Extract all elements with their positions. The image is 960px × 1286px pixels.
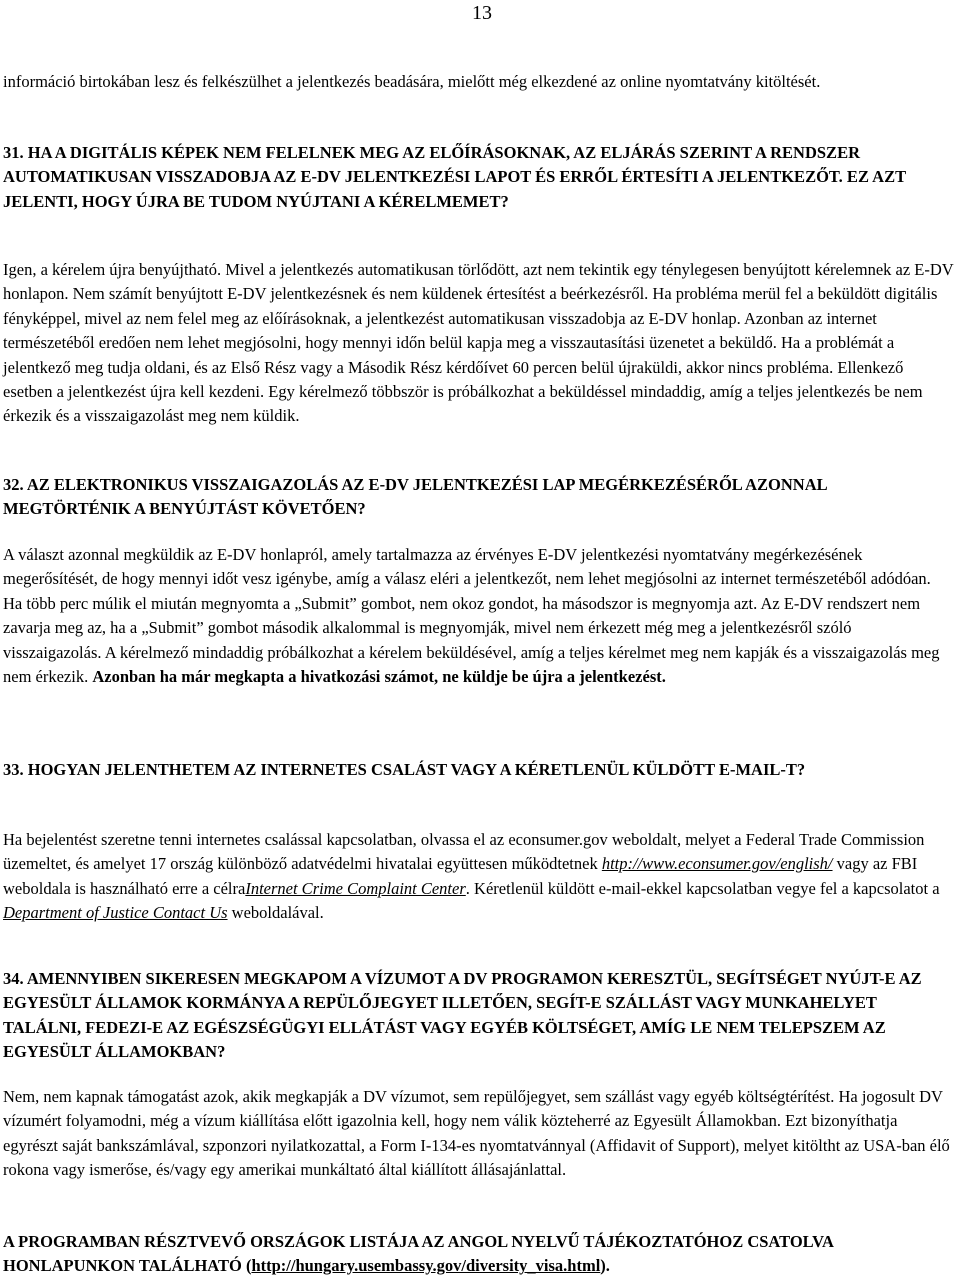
answer-33-part2: vagy az FBI weboldala is használható erre a célra <box>3 854 918 898</box>
intro-paragraph: információ birtokában lesz és felkészülhet a jelentkezés beadására, mielőtt még elkezdené az online nyomtatvány kitöltését. <box>3 72 821 91</box>
answer-33 <box>3 828 954 926</box>
country-list-note <box>3 1230 954 1279</box>
answer-32 <box>3 543 954 689</box>
diversity-visa-link[interactable]: http://hungary.usembassy.gov/diversity_visa.html <box>251 1256 601 1276</box>
answer-31: Igen, a kérelem újra benyújtható. Mivel a jelentkezés automatikusan törlődött, azt nem tekintik egy ténylegesen benyújtott kérelemnek az E-DV honlapon. Nem számít benyújtott E-DV jelentkezésnek és nem küldenek értesítést a beérkezésről. Ha probléma merül fel a beküldött digitális fényképpel, mivel az nem felel meg az előírásoknak, a jelentkezést automatikusan visszadobja az E-DV honlap. Azonban az internet természetéből eredően nem lehet megjósolni, hogy mennyi időn belül kapja meg a visszautasítási üzenetet a beküldő. Ha a problémát a jelentkező meg tudja oldani, és az Első Rész vagy a Második Rész kérdőívet 60 percen belül újraküldi, akkor nincs probléma. Ellenkező esetben a jelentkezést újra kell kezdeni. Egy kérelmező többször is próbálkozhat a beküldéssel mindaddig, amíg a teljes jelentkezés be nem érkezik és a visszaigazolást meg nem küldik. <box>3 260 954 426</box>
question-33: 33. HOGYAN JELENTHETEM AZ INTERNETES CSALÁST VAGY A KÉRETLENÜL KÜLDÖTT E-MAIL-T? <box>3 760 806 779</box>
question-31: 31. HA A DIGITÁLIS KÉPEK NEM FELELNEK MEG AZ ELŐÍRÁSOKNAK, AZ ELJÁRÁS SZERINT A RENDSZER AUTOMATIKUSAN VISSZADOBJA AZ E-DV JELENTKEZÉSI LAPOT ÉS ERRŐL ÉRTESÍTI A JELENTKEZŐT. EZ AZT JELENTI, HOGY ÚJRA BE TUDOM NYÚJTANI A KÉRELMEMET? <box>3 143 906 211</box>
country-list-text: A PROGRAMBAN RÉSZTVEVŐ ORSZÁGOK LISTÁJA AZ ANGOL NYELVŰ TÁJÉKOZTATÓHOZ CSATOLVA HONLAPUNKON TALÁLHATÓ ( <box>3 1232 833 1276</box>
answer-33-part4: weboldalával. <box>227 903 324 923</box>
department-of-justice-link[interactable]: Department of Justice Contact Us <box>3 903 228 923</box>
answer-32-bold: Azonban ha már megkapta a hivatkozási számot, ne küldje be újra a jelentkezést. <box>92 667 666 687</box>
page-number: 13 <box>472 2 492 24</box>
answer-33-part1: Ha bejelentést szeretne tenni internetes csalással kapcsolatban, olvassa el az econsumer.gov weboldalt, melyet a Federal Trade Commission üzemeltet, és amelyet 17 ország különböző adatvédelmi hivatalai együttesen működtetnek <box>3 830 925 874</box>
econsumer-link[interactable]: http://www.econsumer.gov/english/ <box>601 854 833 874</box>
answer-32-text: A választ azonnal megküldik az E-DV honlapról, amely tartalmazza az érvényes E-DV jelentkezési nyomtatvány megérkezésének megerősítését, de hogy mennyi időt vesz igénybe, amíg a válasz eléri a jelentkezőt, nem lehet megjósolni az internet természetéből adódóan. Ha több perc múlik el miután megnyomta a „Submit” gombot, nem okoz gondot, ha másodszor is megnyomja azt. Az E-DV rendszert nem zavarja meg az, ha a „Submit” gombot második alkalommal is megnyomják, mivel nem érkezett még meg a jelentkezésről szóló visszaigazolás. A kérelmező mindaddig próbálkozhat a kérelem beküldésével, amíg a teljes kérelmet meg nem kapják és a visszaigazolás meg nem érkezik. <box>3 545 940 687</box>
question-32: 32. AZ ELEKTRONIKUS VISSZAIGAZOLÁS AZ E-DV JELENTKEZÉSI LAP MEGÉRKEZÉSÉRŐL AZONNAL MEGTÖRTÉNIK A BENYÚJTÁST KÖVETŐEN? <box>3 475 827 519</box>
country-list-end: ). <box>600 1256 610 1276</box>
answer-34: Nem, nem kapnak támogatást azok, akik megkapják a DV vízumot, sem repülőjegyet, sem szállást vagy egyéb költségtérítést. Ha jogosult DV vízumért folyamodni, még a vízum kiállítása előtt igazolnia kell, hogy nem válik közteherré az Egyesült Államokban. Ezt bizonyíthatja egyrészt saját bankszámlával, szponzori nyilatkozattal, a Form I-134-es nyomtatvánnyal (Affidavit of Support), melyet kitöltht az USA-ban élő rokona vagy ismerőse, és/vagy egy amerikai munkáltató által kiállított állásajánlattal. <box>3 1087 950 1180</box>
internet-crime-complaint-center-link[interactable]: Internet Crime Complaint Center <box>245 878 466 898</box>
question-34: 34. AMENNYIBEN SIKERESEN MEGKAPOM A VÍZUMOT A DV PROGRAMON KERESZTÜL, SEGÍTSÉGET NYÚJT-E AZ EGYESÜLT ÁLLAMOK KORMÁNYA A REPÜLŐJEGYET ILLETŐEN, SEGÍT-E SZÁLLÁST VAGY MUNKAHELYET TALÁLNI, FEDEZI-E AZ EGÉSZSÉGÜGYI ELLÁTÁST VAGY EGYÉB KÖLTSÉGET, AMÍG LE NEM TELEPSZEM AZ EGYESÜLT ÁLLAMOKBAN? <box>3 969 922 1062</box>
answer-33-part3: . Kéretlenül küldött e-mail-ekkel kapcsolatban vegye fel a kapcsolatot a <box>465 878 940 898</box>
